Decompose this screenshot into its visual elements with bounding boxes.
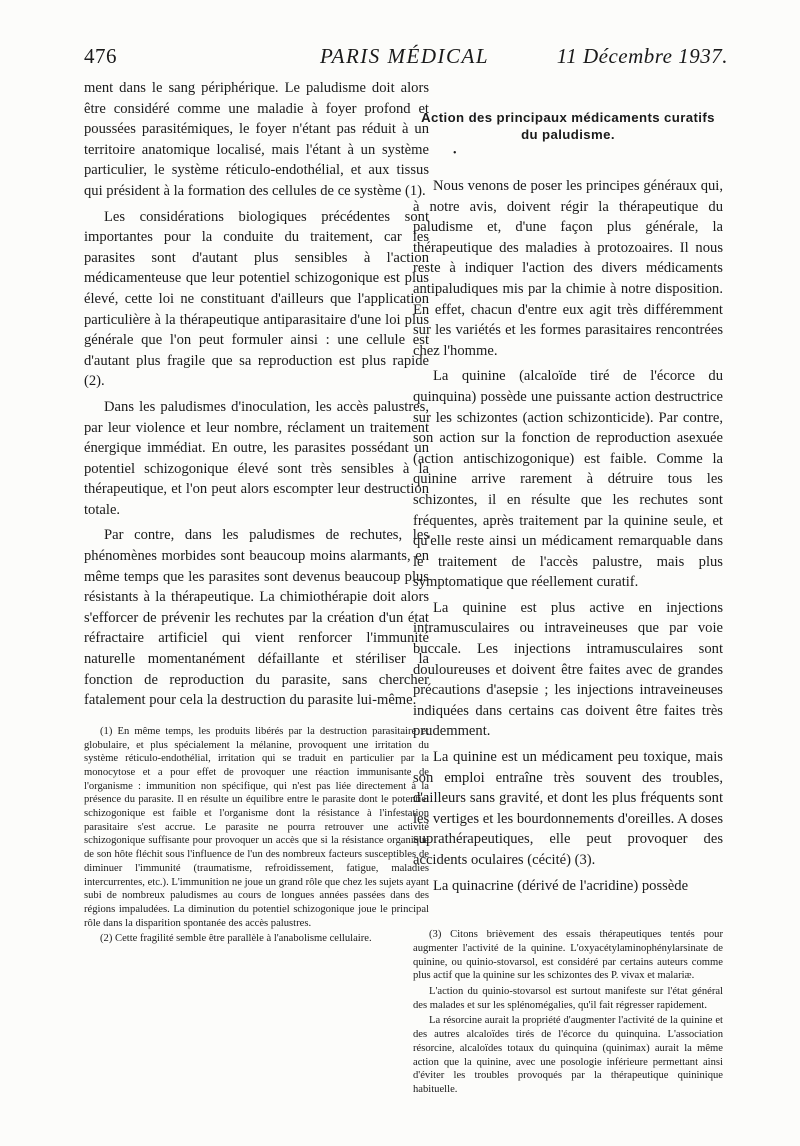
paragraph: Les considérations biologiques précédentes sont importantes pour la conduite du traitement, car les parasites sont d'autant plus sensibles à l'action médicamenteuse que leur potentiel schizogonique est plus élevé, cette loi ne constituant d'ailleurs que l'application particulière à la thérapeutique antiparasitaire d'une loi plus générale que l'on peut formuler ainsi : une cellule est d'autant plus fragile que sa reproduction est plus rapide (2). xyxy=(84,208,429,390)
footnote: (2) Cette fragilité semble être parallèle à l'anabolisme cellulaire. xyxy=(100,933,372,945)
paragraph: ment dans le sang périphérique. Le paludisme doit alors être considéré comme une maladie à foyer profond et poussées parasitémiques, le foyer n'étant pas réduit à un territoire anatomique localisé, mais l'étant à un système particulier, le système réticulo-endothélial, et aux tissus qui président à la formation des cellules de ce système (1). xyxy=(84,80,429,199)
issue-date: 11 Décembre 1937. xyxy=(556,44,728,68)
journal-title: PARIS MÉDICAL xyxy=(320,44,490,68)
paragraph: La quinine (alcaloïde tiré de l'écorce du quinquina) possède une puissante action destructrice sur les schizontes (action schizonticide). Par contre, son action sur la fonction de reproduction asexuée (action antischizogonique) est faible. Comme la quinine arrive rarement à détruire tous les schizontes, il en résulte que les rechutes sont fréquentes, après traitement par la quinine seule, et qu'elle reste ainsi un médicament remarquable dans le traitement de l'accès palustre, mais plus symptomatique que réellement curatif. xyxy=(413,368,723,591)
paragraph: La quinacrine (dérivé de l'acridine) possède xyxy=(433,877,689,894)
paragraph: Nous venons de poser les principes généraux qui, à notre avis, doivent régir la thérapeutique du paludisme et, d'une façon plus générale, la thérapeutique des maladies à protozoaires. Il nous reste à indiquer l'action des divers médicaments antipaludiques mis par la chimie à notre disposition. En effet, chacun d'entre eux agit très différemment sur les variétés et les formes parasitaires rencontrées chez l'homme. xyxy=(413,178,723,359)
paragraph: Dans les paludismes d'inoculation, les accès palustres, par leur violence et leur nombre, réclament un traitement énergique immédiat. En outre, les parasites possédant un potentiel schizogonique élevé sont très sensibles à la thérapeutique, et l'on peut alors escompter leur destruction totale. xyxy=(84,398,429,518)
footnote: L'action du quinio-stovarsol est surtout manifeste sur l'état général des malades et sur les splénomégalies, qu'il fait régresser rapidement. xyxy=(413,986,723,1011)
footnotes-left xyxy=(84,725,429,946)
footnotes-right xyxy=(413,928,723,1096)
footnote: (1) En même temps, les produits libérés par la destruction parasitaire et globulaire, et plus spécialement la mélanine, provoquent une irritation du système réticulo-endothélial, irritation qui se traduit en particulier par la monocytose et a pour effet de provoquer une réaction immunisante de l'organisme : immunition non spécifique, qui n'est pas liée directement à la présence du parasite. Il en résulte un équilibre entre le parasite dont le potentiel schizogonique est faible et l'organisme dont la résistance à l'infestation parasitaire s'est accrue. Le parasite ne pourra retrouver une activité schizogonique suffisante pour provoquer un accès que si la résistance organique de son hôte fléchit sous l'influence de l'un des nombreux facteurs susceptibles de diminuer l'immunité (traumatisme, refroidissement, fatigue, maladies intercurrentes, etc.). L'immunition ne joue un grand rôle que chez les sujets ayant subi de nombreux paludismes au cours de longues années passées dans des régions impaludées. La diminution du potentiel schizogonique joue le principal rôle dans la disparition spontanée des accès palustres. xyxy=(84,725,429,929)
footnote: La résorcine aurait la propriété d'augmenter l'activité de la quinine et des autres alcaloïdes tirés de l'écorce du quinquina. L'association résorcine, alcaloïdes totaux du quinquina (quinimax) aurait la même action que la quinine, avec une posologie inférieure permettant ainsi d'éviter les troubles provoqués par la thérapeutique quininique habituelle. xyxy=(413,1015,723,1095)
left-column xyxy=(84,78,429,946)
paragraph: La quinine est plus active en injections intramusculaires ou intraveineuses que par voie buccale. Les injections intramusculaires sont douloureuses et doivent être faites avec de grandes précautions d'asepsie ; les injections intraveineuses indiquées dans certains cas doivent être faites très prudemment. xyxy=(413,599,723,740)
paragraph: Par contre, dans les paludismes de rechutes, les phénomènes morbides sont beaucoup moins alarmants, en même temps que les parasites sont devenus beaucoup plus résistants à la thérapeutique. La chimiothérapie doit alors s'efforcer de prévenir les rechutes par la création d'un état réfractaire artificiel qui vient renforcer l'immunité naturelle momentanément défaillante et stériliser la fonction de reproduction du parasite, sans chercher fatalement pour cela la destruction du parasite lui-même. xyxy=(84,527,429,709)
page-number: 476 xyxy=(84,44,117,68)
bullet-mark: • xyxy=(453,148,457,159)
right-column xyxy=(413,78,723,1097)
page-header xyxy=(0,44,800,72)
section-heading: Action des principaux médicaments curatifs du paludisme. xyxy=(421,110,715,142)
paragraph: La quinine est un médicament peu toxique, mais son emploi entraîne très souvent des troubles, d'ailleurs sans gravité, et dont les plus fréquents sont les vertiges et les bourdonnements d'oreilles. A doses suprathérapeutiques, elle peut provoquer des accidents oculaires (cécité) (3). xyxy=(413,749,723,868)
footnote: (3) Citons brièvement des essais thérapeutiques tentés pour augmenter l'activité de la quinine. L'oxyacétylaminophénylarsinate de quinine, ou quinio-stovarsol, est considéré par certains auteurs comme plus actif que la quinine sur les schizontes des P. vivax et malariæ. xyxy=(413,929,723,982)
